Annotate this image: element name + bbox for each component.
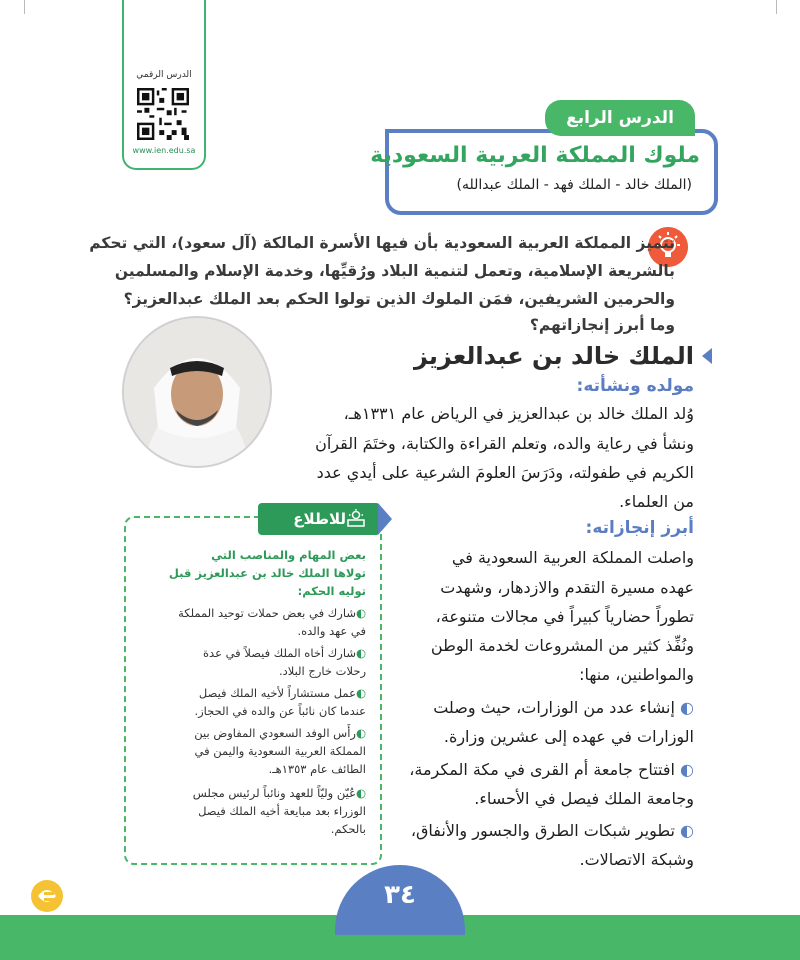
info-tag: للاطلاع	[258, 503, 380, 535]
info-item-cont: رحلات خارج البلاد.	[278, 664, 366, 678]
info-item	[193, 786, 366, 800]
info-item-cont: في عهد والده.	[297, 624, 366, 638]
page-number: ٣٤	[384, 880, 416, 910]
crop-mark	[776, 0, 777, 14]
achievement-item-text: افتتاح جامعة أم القرى في مكة المكرمة،	[409, 760, 675, 779]
info-item-cont: الوزراء بعد مبايعة أخيه الملك فيصل	[198, 804, 366, 818]
bullet-icon: ◐	[355, 646, 366, 660]
publisher-logo-icon	[28, 878, 66, 914]
digital-lesson-url[interactable]: www.ien.edu.sa	[132, 146, 196, 155]
achievements-intro-line: واصلت المملكة العربية السعودية في	[451, 548, 694, 567]
info-item-cont: المملكة العربية السعودية واليمن في	[194, 744, 366, 758]
bullet-icon: ◐	[355, 726, 366, 740]
achievements-intro-line: ونُفِّذ كثير من المشروعات لخدمة الوطن	[430, 636, 694, 655]
birth-line: من العلماء.	[619, 492, 694, 511]
lesson-title-box	[370, 129, 718, 215]
achievement-item-cont: الوزارات في عهده إلى عشرين وزارة.	[443, 727, 694, 746]
birth-heading: مولده ونشأته:	[576, 376, 694, 396]
digital-lesson-panel	[122, 0, 206, 170]
achievement-item	[411, 821, 694, 840]
bullet-icon: ◐	[355, 606, 366, 620]
intro-line: وما أبرز إنجازاتهم؟	[529, 316, 675, 334]
chevron-left-icon	[698, 346, 718, 366]
achievement-item	[433, 698, 694, 717]
achievement-item-cont: وشبكة الاتصالات.	[579, 850, 694, 869]
bullet-icon: ◐	[355, 686, 366, 700]
info-heading-line: توليه الحكم:	[297, 584, 366, 598]
bullet-icon: ◐	[355, 786, 366, 800]
info-item	[178, 606, 366, 620]
birth-line: وُلد الملك خالد بن عبدالعزيز في الرياض عام ١٣٣١هـ،	[343, 404, 694, 423]
info-item-text: شارك في بعض حملات توحيد المملكة	[178, 606, 356, 620]
info-heading-line: تولاها الملك خالد بن عبدالعزيز قبل	[168, 566, 366, 580]
info-item-cont: الطائف عام ١٣٥٣هـ.	[268, 762, 366, 776]
qr-code-icon[interactable]	[137, 88, 189, 140]
birth-line: الكريم في طفولته، ودَرَسَ العلومَ الشرعية على أيدي عدد	[316, 463, 694, 482]
info-item-cont: بالحكم.	[330, 822, 366, 836]
bullet-icon: ◐	[674, 698, 694, 717]
info-item-text: رأَس الوفد السعودي المفاوض بين	[194, 726, 356, 740]
info-item-text: عُيّن وليّاً للعهد ونائباً لرئيس مجلس	[192, 786, 356, 800]
info-item	[203, 646, 366, 660]
lesson-subtitle: (الملك خالد - الملك فهد - الملك عبدالله)	[456, 177, 692, 193]
info-heading-line: بعض المهام والمناصب التي	[211, 548, 366, 562]
achievement-item	[409, 760, 694, 779]
king-khalid-portrait	[124, 318, 270, 466]
section-title: الملك خالد بن عبدالعزيز	[413, 342, 694, 370]
bullet-icon: ◐	[674, 821, 694, 840]
achievements-intro-line: والمواطنين، منها:	[579, 665, 694, 684]
achievements-intro-line: تطوراً حضارياً كبيراً في مجالات متنوعة،	[435, 607, 694, 626]
info-item-text: شارك أخاه الملك فيصلاً في عدة	[203, 646, 356, 660]
achievement-item-text: إنشاء عدد من الوزارات، حيث وصلت	[433, 698, 675, 717]
intro-line: تتميز المملكة العربية السعودية بأن فيها الأسرة المالكة (آل سعود)، التي تحكم	[89, 234, 675, 252]
birth-line: ونشأ في رعاية والده، وتعلم القراءة والكتابة، وختَمَ القرآن	[315, 434, 694, 453]
achievements-heading: أبرز إنجازاته:	[585, 518, 694, 538]
bullet-icon: ◐	[674, 760, 694, 779]
lesson-title: ملوك المملكة العربية السعودية	[370, 143, 700, 168]
intro-line: بالشريعة الإسلامية، وتعمل لتنمية البلاد ورُقيِّها، وخدمة الإسلام والمسلمين	[114, 262, 675, 280]
digital-lesson-label: الدرس الرقمي	[136, 70, 192, 80]
achievement-item-text: تطوير شبكات الطرق والجسور والأنفاق،	[410, 821, 675, 840]
info-item-cont: عندما كان نائباً عن والده في الحجاز.	[194, 704, 366, 718]
book-lamp-icon	[345, 508, 367, 530]
tag-arrow-icon	[378, 503, 392, 535]
achievement-item-cont: وجامعة الملك فيصل في الأحساء.	[474, 789, 694, 808]
info-item	[194, 726, 366, 740]
intro-line: والحرمين الشريفين، فمَن الملوك الذين تولوا الحكم بعد الملك عبدالعزيز؟	[123, 290, 675, 308]
crop-mark	[24, 0, 25, 14]
lesson-tag: الدرس الرابع	[545, 100, 695, 136]
achievements-intro-line: عهده مسيرة التقدم والازدهار، وشهدت	[440, 578, 694, 597]
info-item-text: عمل مستشاراً لأخيه الملك فيصل	[198, 686, 356, 700]
info-item	[199, 686, 366, 700]
